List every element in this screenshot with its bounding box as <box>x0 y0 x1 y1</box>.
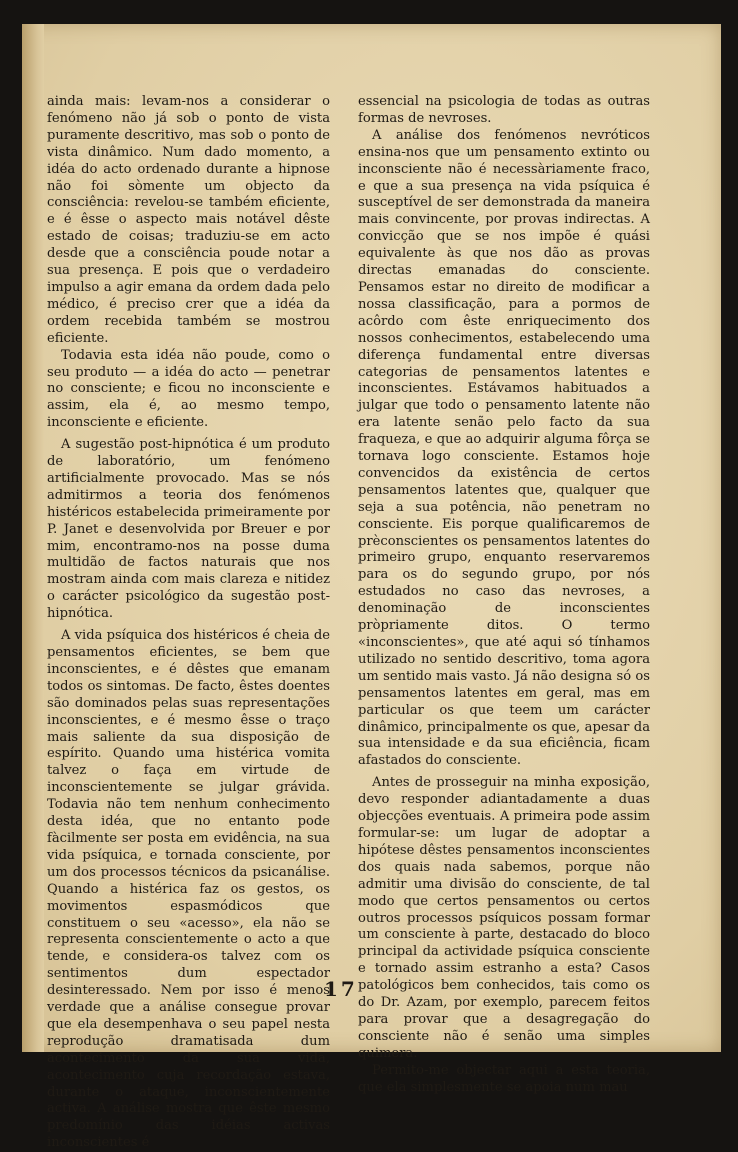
left-paragraph-4: A vida psíquica dos histéricos é cheia de pensamentos eficientes, se bem que inconscientes, e é dêstes que emanam todos os sintomas. De facto, êstes doentes são dominados pelas suas representações inconscientes, e é mesmo êsse o traço mais saliente da sua disposição de espírito. Quando uma histérica vomita talvez o faça em virtude de inconscientemente se julgar grávida. Todavia não tem nenhum conhecimento desta idéa, que no entanto pode fàcilmente ser posta em evidência, na sua vida psíquica, e tornada consciente, por um dos processos técnicos da psicanálise. Quando a histérica faz os gestos, os movimentos espasmódicos que constituem o seu «acesso», ela não se representa conscientemente o acto a que tende, e considera-os talvez com os sentimentos dum espectador desinteressado. Nem por isso é menos verdade que a análise consegue provar que ela desempenhava o seu papel nesta reprodução dramatisada dum acontecimento da sua vida, acontecimento cuja recordação estava, durante o ataque, inconscientemente activa. A análise mostra que êste mesmo predomínio das idéias activas inconscientes é <box>47 628 330 1151</box>
left-paragraph-2: Todavia esta idéa não poude, como o seu produto — a idéa do acto — penetrar no consciente; e ficou no inconsciente e assim, ela é, ao mesmo tempo, inconsciente e eficiente. <box>47 347 330 431</box>
right-paragraph-1: essencial na psicologia de todas as outras formas de nevroses. <box>358 94 650 126</box>
right-paragraph-3: Antes de prosseguir na minha exposição, devo responder adiantadamente a duas objecções eventuais. A primeira pode assim formular-se: um lugar de adoptar a hipótese dêstes pensamentos inconscientes dos quais nada sabemos, porque não admitir uma divisão do consciente, de tal modo que certos pensamentos ou certos outros processos psíquicos possam formar um consciente à parte, destacado do bloco principal da actividade psíquica consciente e tornado assim estranho a esta? Casos patológicos bem conhecidos, tais como os do Dr. Azam, por exemplo, parecem feitos para provar que a desagregação do consciente não é senão uma simples quimera. <box>358 775 650 1061</box>
right-paragraph-4: Permito-me objectar aqui a esta teoria, que ela simplesmente se apoia num mau <box>358 1062 650 1095</box>
left-paragraph-3: A sugestão post-hipnótica é um produto de laboratório, um fenómeno artificialmente provocado. Mas se nós admitirmos a teoria dos fenómenos histéricos estabelecida primeiramente por P. Janet e desenvolvida por Breuer e por mim, encontramo-nos na posse duma multidão de factos naturais que nos mostram ainda com mais clareza e nitidez o carácter psicológico da sugestão post-hipnótica. <box>47 437 330 622</box>
binding-gutter <box>22 24 44 1052</box>
right-text-column <box>358 94 650 1096</box>
page-number: 17 <box>324 977 358 1001</box>
left-text-column <box>47 94 330 1152</box>
book-page <box>22 24 721 1151</box>
right-paragraph-2: A análise dos fenómenos nevróticos ensina-nos que um pensamento extinto ou inconsciente não é necessàriamente fraco, e que a sua presença na vida psíquica é susceptível de ser demonstrada da maneira mais convincente, por provas indirectas. A convicção que se nos impõe é quási equivalente às que nos dão as provas directas emanadas do consciente. Pensamos estar no direito de modificar a nossa classificação, para a pormos de acôrdo com êste enriquecimento dos nossos conhecimentos, estabelecendo uma diferença fundamental entre diversas categorias de pensamentos latentes e inconscientes. Estávamos habituados a julgar que todo o pensamento latente não era latente senão pelo facto da sua fraqueza, e que ao adquirir alguma fôrça se tornava logo consciente. Estamos hoje convencidos da existência de certos pensamentos latentes que, qualquer que seja a sua potência, não penetram no consciente. Eis porque qualificaremos de prèconscientes os pensamentos latentes do primeiro grupo, enquanto reservaremos para os do segundo grupo, por nós estudados no caso das nevroses, a denominação de inconscientes pròpriamente ditos. O termo «inconscientes», que até aqui só tínhamos utilizado no sentido descritivo, toma agora um sentido mais vasto. Já não designa só os pensamentos latentes em geral, mas em particular os que teem um carácter dinâmico, principalmente os que, apesar da sua intensidade e da sua eficiência, ficam afastados do consciente. <box>358 127 650 769</box>
left-paragraph-1: ainda mais: levam-nos a considerar o fenómeno não já sob o ponto de vista puramente descritivo, mas sob o ponto de vista dinâmico. Num dado momento, a idéa do acto ordenado durante a hipnose não foi sòmente um objecto da consciência: revelou-se também eficiente, e é êsse o aspecto mais notável dêste estado de coisas; traduziu-se em acto desde que a consciência poude notar a sua presença. E pois que o verdadeiro impulso a agir emana da ordem dada pelo médico, é preciso crer que a idéa da ordem recebida também se mostrou eficiente. <box>47 94 330 346</box>
